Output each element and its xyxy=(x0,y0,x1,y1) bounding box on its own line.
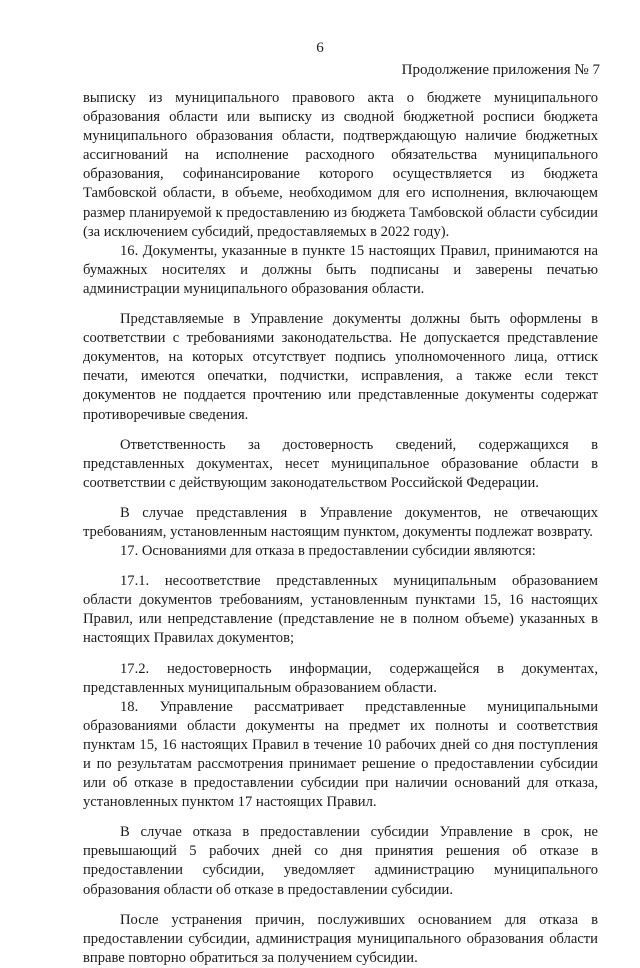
paragraph-18: 18. Управление рассматривает представленные муниципальными образованиями области документы на предмет их полноты и соответствия пунктам 15, 16 настоящих Правил в течение 10 рабочих дней со дня поступления и по результатам рассмотрения принимает решение о предоставлении субсидии или об отказе в предоставлении субсидии при наличии оснований для отказа, установленных пунктом 17 настоящих Правил. xyxy=(83,698,598,811)
page-number: 6 xyxy=(316,40,324,56)
paragraph-17-2: 17.2. недостоверность информации, содержащейся в документах, представленных муниципальным образованием области. xyxy=(83,660,598,696)
paragraph-17-1: 17.1. несоответствие представленных муниципальным образованием области документов требованиям, установленным пунктами 15, 16 настоящих Правил, или непредставление (представление не в полном объеме) указанных в настоящих Правилах документов; xyxy=(83,573,598,647)
paragraph-responsibility: Ответственность за достоверность сведений, содержащихся в представленных документах, несет муниципальное образование области в соответствии с действующим законодательством Российской Федерации. xyxy=(83,436,598,491)
paragraph-reapplication: После устранения причин, послуживших основанием для отказа в предоставлении субсидии, администрация муниципального образования области вправе повторно обратиться за получением субсидии. xyxy=(83,911,598,966)
paragraph-return-of-documents: В случае представления в Управление документов, не отвечающих требованиям, установленным настоящим пунктом, документы подлежат возврату. xyxy=(83,504,598,540)
paragraph-16: 16. Документы, указанные в пункте 15 настоящих Правил, принимаются на бумажных носителях и должны быть подписаны и заверены печатью администрации муниципального образования области. xyxy=(83,242,598,297)
paragraph-17: 17. Основаниями для отказа в предоставлении субсидии являются: xyxy=(120,543,536,560)
paragraph-document-requirements: Представляемые в Управление документы должны быть оформлены в соответствии с требованиями законодательства. Не допускается представление документов, на которых отсутствует подпись уполномоченного лица, оттиск печати, имеются опечатки, подчистки, исправления, а также если текст документов не поддается прочтению или представленные документы содержат противоречивые сведения. xyxy=(83,311,598,423)
paragraph-refusal-notice: В случае отказа в предоставлении субсидии Управление в срок, не превышающий 5 рабочих дней со дня принятия решения об отказе в предоставлении субсидии, уведомляет администрацию муниципального образования области об отказе в предоставлении субсидии. xyxy=(83,824,598,898)
document-body xyxy=(83,89,598,968)
paragraph-15-continuation: выписку из муниципального правового акта о бюджете муниципального образования области или выписку из сводной бюджетной росписи бюджета муниципального образования области, подтверждающую наличие бюджетных ассигнований на исполнение расходного обязательства муниципального образования, софинансирование которого осуществляется из бюджета Тамбовской области, в объеме, необходимом для его исполнения, включающем размер планируемой к предоставлению из бюджета Тамбовской области субсидии (за исключением субсидий, предоставляемых в 2022 году). xyxy=(83,90,598,240)
appendix-continuation-note: Продолжение приложения № 7 xyxy=(401,62,600,78)
